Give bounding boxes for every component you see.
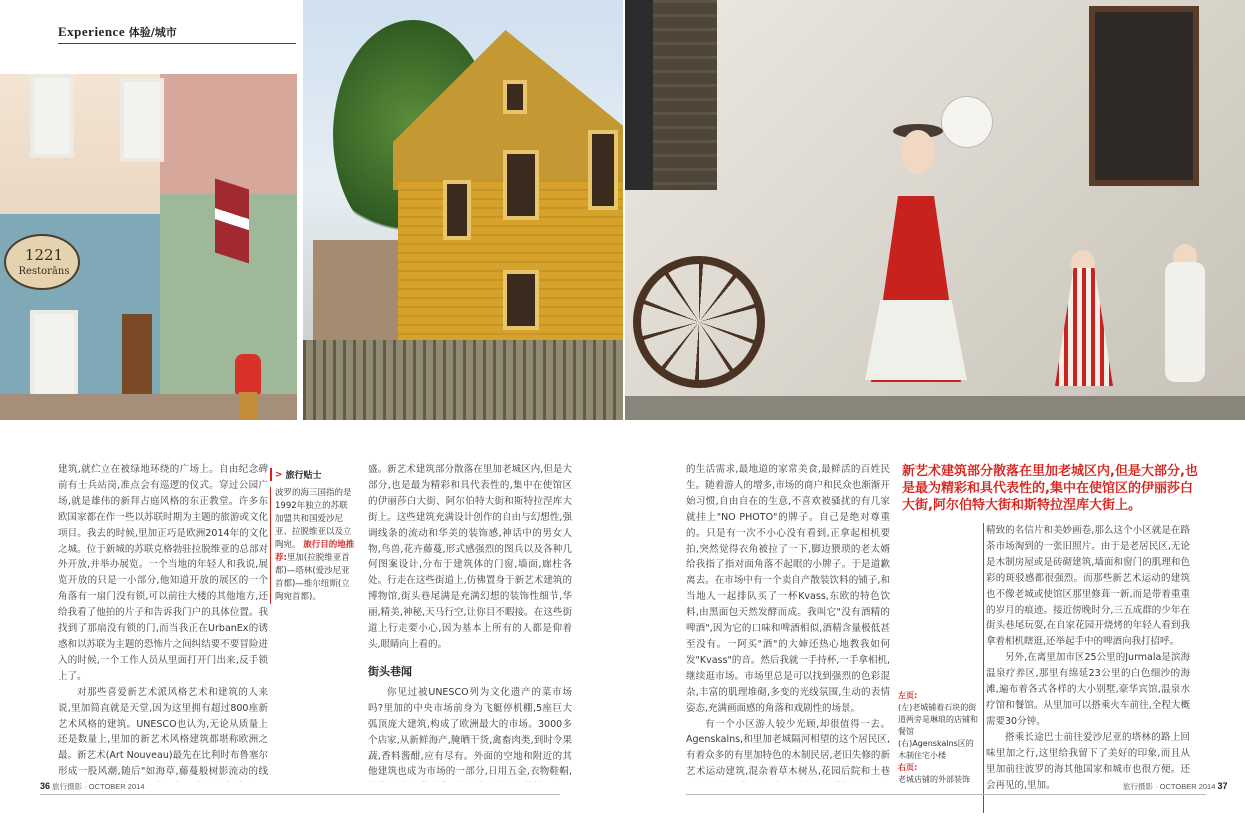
- photo-house-window: [503, 80, 527, 114]
- tip-highlight-text: 里加(拉脱维亚首都)—塔林(爱沙尼亚首都)—维尔纽斯(立陶宛首都)。: [275, 553, 350, 602]
- header-title-zh: 体验/城市: [128, 26, 177, 39]
- wagon-wheel: [633, 256, 765, 388]
- footer-rule: [40, 794, 560, 795]
- page-number: 37: [1217, 781, 1228, 791]
- mural-girl-dress: [1055, 268, 1113, 386]
- travel-tip-box: [270, 468, 356, 604]
- article-column-4: [986, 523, 1190, 818]
- paragraph: 精致的名信片和美妙画卷,那么这个小区就是在路荼市场淘到的一张旧照片。由于是老居民区,无论是木制房屋或是砖砌建筑,墙面和窗门的肌理和色彩的斑驳感都很强烈。而那些新艺术运动的建筑也不像老城或使馆区那里修葺一新,而是带着重重的岁月的痕迹。接近傍晚时分,三五成群的少年在街头巷尾玩耍,在自家花园开烧烤的年轻人看到我拿着相机瞎逛,还举起手中的啤酒向我打招呼。: [986, 525, 1190, 648]
- paragraph: 对那些喜爱新艺术派风格艺术和建筑的人来说,里加简直就是天堂,因为这里拥有超过800座新艺术风格的建筑。UNESCO也认为,无论从质量上还是数量上,里加的新艺术风格建筑都堪称欧洲之最。新艺术(Art Nouveau)最先在比利时布鲁塞尔形成一股风潮,随后"如海草,藤蔓般树影流动的线: [58, 686, 268, 778]
- photo-window: [625, 0, 653, 190]
- sign-number: 1221: [24, 246, 64, 264]
- photo-window: [30, 74, 74, 158]
- photo-yellow-wooden-house: [303, 0, 623, 420]
- photo-house-window: [588, 130, 618, 210]
- paragraph: 的生活需求,最地道的家常美食,最鲜活的百姓民生。随着游人的增多,市场的商户和民众也渐渐开始习惯,自由自在的生意,不喜欢被骚扰的有几家就挂上"NO PHOTO"的牌子。自己是绝对尊重的。只是有一次不小心没有看到,正拿起相机要拍,突然觉得衣角被拉了一下,脚边猥琐的老太婿给我指了指对面角落不起眼的小牌子。于是道歉离去。在市场中有一个卖自产散装饮料的铺子,和当地人一起排队买了一杯Kvass,东欧的特色饮料,由黑面包天然发酵而成。我叫它"没有酒精的啤酒",因为它的口味和啤酒相似,酒精含量极低甚至没有。一阿买"酒"的大婶还热心地教我如何发"Kvass"的音。然后我就一手持杯,一手拿相机,继续逛市场。市场里总是可以找到强烈的色彩混杂,丰富的肌理堆砌,多变的光线氛围,生动的表情姿态,充满画面感的角落和戏剧性的场景。: [686, 464, 890, 714]
- caption-text: 老城店铺的外部装饰: [898, 775, 970, 784]
- folio-left: [40, 781, 145, 792]
- tip-text: 波罗的海三国指的是1992年独立的苏联加盟共和国爱沙尼亚、拉脱维亚以及立陶宛。: [275, 488, 352, 550]
- sign-text: Restorāns: [18, 266, 70, 277]
- paragraph: 搭乘长途巴士前往爱沙尼亚的塔林的路上回味里加之行,这里给我留下了美好的印象,而且从里加前往波罗的海其他国家和城市也很方便。还会再见的,里加。: [986, 731, 1190, 791]
- photo-captions: [898, 690, 980, 786]
- section-header: [58, 24, 177, 40]
- folio-right: [1123, 781, 1228, 792]
- article-column-1: [58, 462, 268, 782]
- photo-ground: [625, 396, 1245, 420]
- mural-parasol: [941, 96, 993, 148]
- photo-pink-wall: [160, 74, 297, 194]
- arrow-icon: >: [275, 469, 283, 480]
- paragraph: 你见过被UNESCO列为文化遗产的菜市场吗?里加的中央市场前身为飞艇停机棚,5座巨大弧顶庞大建筑,构成了欧洲最大的市场。3000多个店家,从新鲜海产,腌晒干货,禽畜肉类,到时令果蔬,香料酱酣,应有尽有。外面的空地和附近的其他建筑也成为市场的一部分,日用五金,衣物鞋帽,: [368, 686, 572, 778]
- caption-text: (左)老城铺着石块的街道两旁是琳琅的店铺和餐馆: [898, 703, 978, 736]
- paragraph: 有一个小区游人较少光顾,却很值得一去。Agenskalns,和里加老城隔河相望的这个居民区,有着众多的有里加特色的木制民居,老旧失修的新艺术运动建筑,混杂着草木树丛,花园后院和土巷: [686, 718, 890, 778]
- paragraph: 盛。新艺术建筑部分散落在里加老城区内,但是大部分,也是最为精彩和具代表性的,集中在使馆区的伊丽莎白大街、阿尔伯特大街和斯特拉涅库大街上。这些建筑充满设计创作的自由与幻想性,强调线条的流动和华美的装饰感,神话中的男女人物,鸟兽,花卉藤蔓,形式感强烈的图兵以及各种几何图案设计,分布于建筑体的门窗,墙面,廊柱各处。行走在这些街道上,仿佛置身于新艺术建筑的博物馆,街头巷尾满是充满幻想的装饰性细节,华丽,精美,神秘,天马行空,让你目不暇接。在这些街道上行走要小心,因为基本上所有的人都是仰着头,眼睛向上看的。: [368, 464, 572, 650]
- photo-mural-wall: [625, 0, 1245, 420]
- mural-boy: [1165, 262, 1205, 382]
- photo-person-legs: [239, 392, 257, 420]
- photo-shutter: [653, 0, 717, 190]
- latvian-flag: [215, 178, 249, 263]
- photo-back-house: [313, 240, 403, 350]
- page-number: 36: [40, 781, 51, 791]
- photo-fence: [303, 340, 623, 420]
- tip-title: [270, 468, 356, 481]
- photo-painted-facade: [0, 74, 297, 420]
- photo-window: [30, 310, 78, 400]
- pull-quote: 新艺术建筑部分散落在里加老城区内,但是大部分,也是最为精彩和具代表性的,集中在使馆区的伊丽莎白大街,阿尔伯特大街和斯特拉涅库大街上。: [902, 464, 1198, 513]
- mural-lady-head: [901, 130, 935, 174]
- paragraph: 另外,在离里加市区25公里的Jurmala是滨海温泉疗养区,那里有绵延23公里的白色细沙的海滩,遍布着各式各样的大小别墅,豪华宾馆,温泉水疗馆和餐馆。从里加可以搭乘火车前往,全程大概需要30分钟。: [986, 652, 1190, 727]
- tip-highlight: 旅行目的地推荐:: [275, 540, 355, 563]
- photo-window: [1089, 6, 1199, 186]
- caption-heading-right: 右页:: [898, 763, 918, 772]
- paragraph: 建筑,就伫立在被绿地环绕的广场上。自由纪念碑前有士兵站岗,准点会有巡逻的仪式。穿过公园广场,就是雄伟的新拜占庭风格的东正教堂。许多东欧国家都在作一些以苏联时期为主题的旅游或文化项目。我去的时候,里加正巧是欧洲2014年的文化之城。位于新城的苏联克格勃驻拉脱维亚的总部对外开放,并举办展览。一个当地的年轻人和我说,展览开放的只是一小部分,他知道开放的展区的一个角落有一扇门没有锁,可以前往大楼的其他地方,还给我看了他拍的片子和告诉我门户的具体位置。我找到了那扇没有锁的门,而当我正在UrbanEx的诱惑和以苏联为主题的恐怖片之间纠结要不要冒险进入的时候,一个工作人员从里面打开门出来,反手锁上了。: [58, 464, 268, 682]
- mural-lady-skirt: [865, 300, 967, 380]
- tip-body: [270, 487, 356, 604]
- tip-title-text: 旅行贴士: [285, 471, 322, 481]
- header-title-en: Experience: [58, 24, 126, 39]
- folio-text: 旅行摄影 · OCTOBER 2014: [52, 782, 145, 791]
- article-column-3: [686, 462, 890, 782]
- photo-person: [235, 354, 261, 394]
- caption-heading-left: 左页:: [898, 691, 918, 700]
- article-column-2: [368, 462, 572, 782]
- folio-text: 旅行摄影 · OCTOBER 2014: [1123, 782, 1216, 791]
- footer-rule: [686, 794, 1206, 795]
- restaurant-sign: [4, 234, 80, 290]
- caption-text: (右)Agenskalns区的木制住宅小楼: [898, 739, 974, 760]
- header-rule: [58, 43, 296, 44]
- section-heading: 街头巷闻: [368, 664, 412, 678]
- photo-house-window: [503, 150, 539, 220]
- photo-window: [120, 78, 164, 162]
- photo-house-window: [443, 180, 471, 240]
- photo-house-window: [503, 270, 539, 330]
- column-rule: [983, 523, 984, 813]
